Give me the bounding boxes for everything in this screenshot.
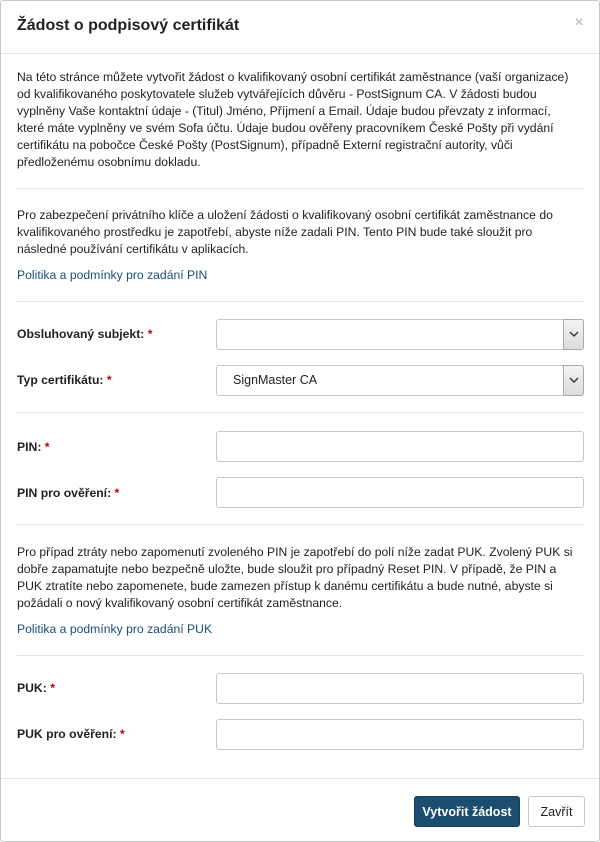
dialog-title: Žádost o podpisový certifikát	[17, 17, 240, 34]
puk-verify-label: PUK pro ověření: *	[17, 727, 125, 741]
pin-policy-link[interactable]: Politika a podmínky pro zadání PIN	[17, 268, 208, 282]
cert-type-label: Typ certifikátu: *	[17, 373, 112, 387]
puk-label: PUK: *	[17, 681, 55, 695]
dialog-header	[1, 1, 599, 54]
intro-text: Na této stránce můžete vytvořit žádost o kvalifikovaný osobní certifikát zaměstnance (vaší organizace) od kvalifikovaného poskytovatele služeb vytvářejících důvěru - PostSignum CA. V žádosti budou vyplněny Vaše kontaktní údaje - (Titul) Jméno, Příjmení a Email. Údaje budou převzaty z informací, které máte vyplněny ve svém Sofa účtu. Údaje budou ověřeny pracovníkem České Pošty při vydání certifikátu na pobočce České Pošty (PostSignum), případně Externí registrační autority, vůči předloženému osobnímu dokladu.	[17, 70, 569, 169]
close-button[interactable]: Zavřít	[528, 796, 585, 827]
required-mark: *	[50, 681, 55, 695]
cert-type-select[interactable]	[216, 365, 584, 396]
footer-divider	[1, 778, 599, 779]
puk-info-text: Pro případ ztráty nebo zapomenutí zvoleného PIN je zapotřebí do polí níže zadat PUK. Zvolený PUK si dobře zapamatujte nebo bezpečně uložte, bude sloužit pro případný Reset PIN. V případě, že PIN a PUK ztratíte nebo zapomenete, bude zamezen přístup k danému certifikátu a bude nutné, abyste si požádali o nový kvalifikovaný osobní certifikát zaměstnance.	[17, 545, 573, 610]
close-icon[interactable]: ×	[574, 14, 584, 31]
pin-info-text: Pro zabezpečení privátního klíče a uložení žádosti o kvalifikovaný osobní certifikát zaměstnance do kvalifikovaného prostředku je zapotřebí, abyste níže zadali PIN. Tento PIN bude také sloužit pro následné používání certifikátu v aplikacích.	[17, 208, 553, 256]
required-mark: *	[119, 727, 125, 741]
divider	[17, 524, 583, 525]
pin-verify-input[interactable]	[216, 477, 584, 508]
puk-verify-input[interactable]	[216, 719, 584, 750]
divider	[17, 412, 583, 413]
puk-input[interactable]	[216, 673, 584, 704]
required-mark: *	[147, 327, 153, 341]
required-mark: *	[114, 486, 120, 500]
dropdown-button[interactable]	[563, 319, 584, 350]
puk-policy-link[interactable]: Politika a podmínky pro zadání PUK	[17, 622, 213, 636]
cert-type-select-value: SignMaster CA	[233, 373, 318, 387]
divider	[17, 301, 583, 302]
create-request-button[interactable]: Vytvořit žádost	[414, 796, 520, 827]
subject-select[interactable]	[216, 319, 584, 350]
pin-verify-label: PIN pro ověření: *	[17, 486, 120, 500]
required-mark: *	[106, 373, 112, 387]
chevron-down-icon	[569, 331, 579, 338]
pin-input[interactable]	[216, 431, 584, 462]
chevron-down-icon	[569, 377, 579, 384]
dropdown-button[interactable]	[563, 365, 584, 396]
required-mark: *	[44, 440, 50, 454]
subject-label: Obsluhovaný subjekt: *	[17, 327, 153, 341]
pin-label: PIN: *	[17, 440, 50, 454]
divider	[17, 188, 583, 189]
divider	[17, 655, 583, 656]
